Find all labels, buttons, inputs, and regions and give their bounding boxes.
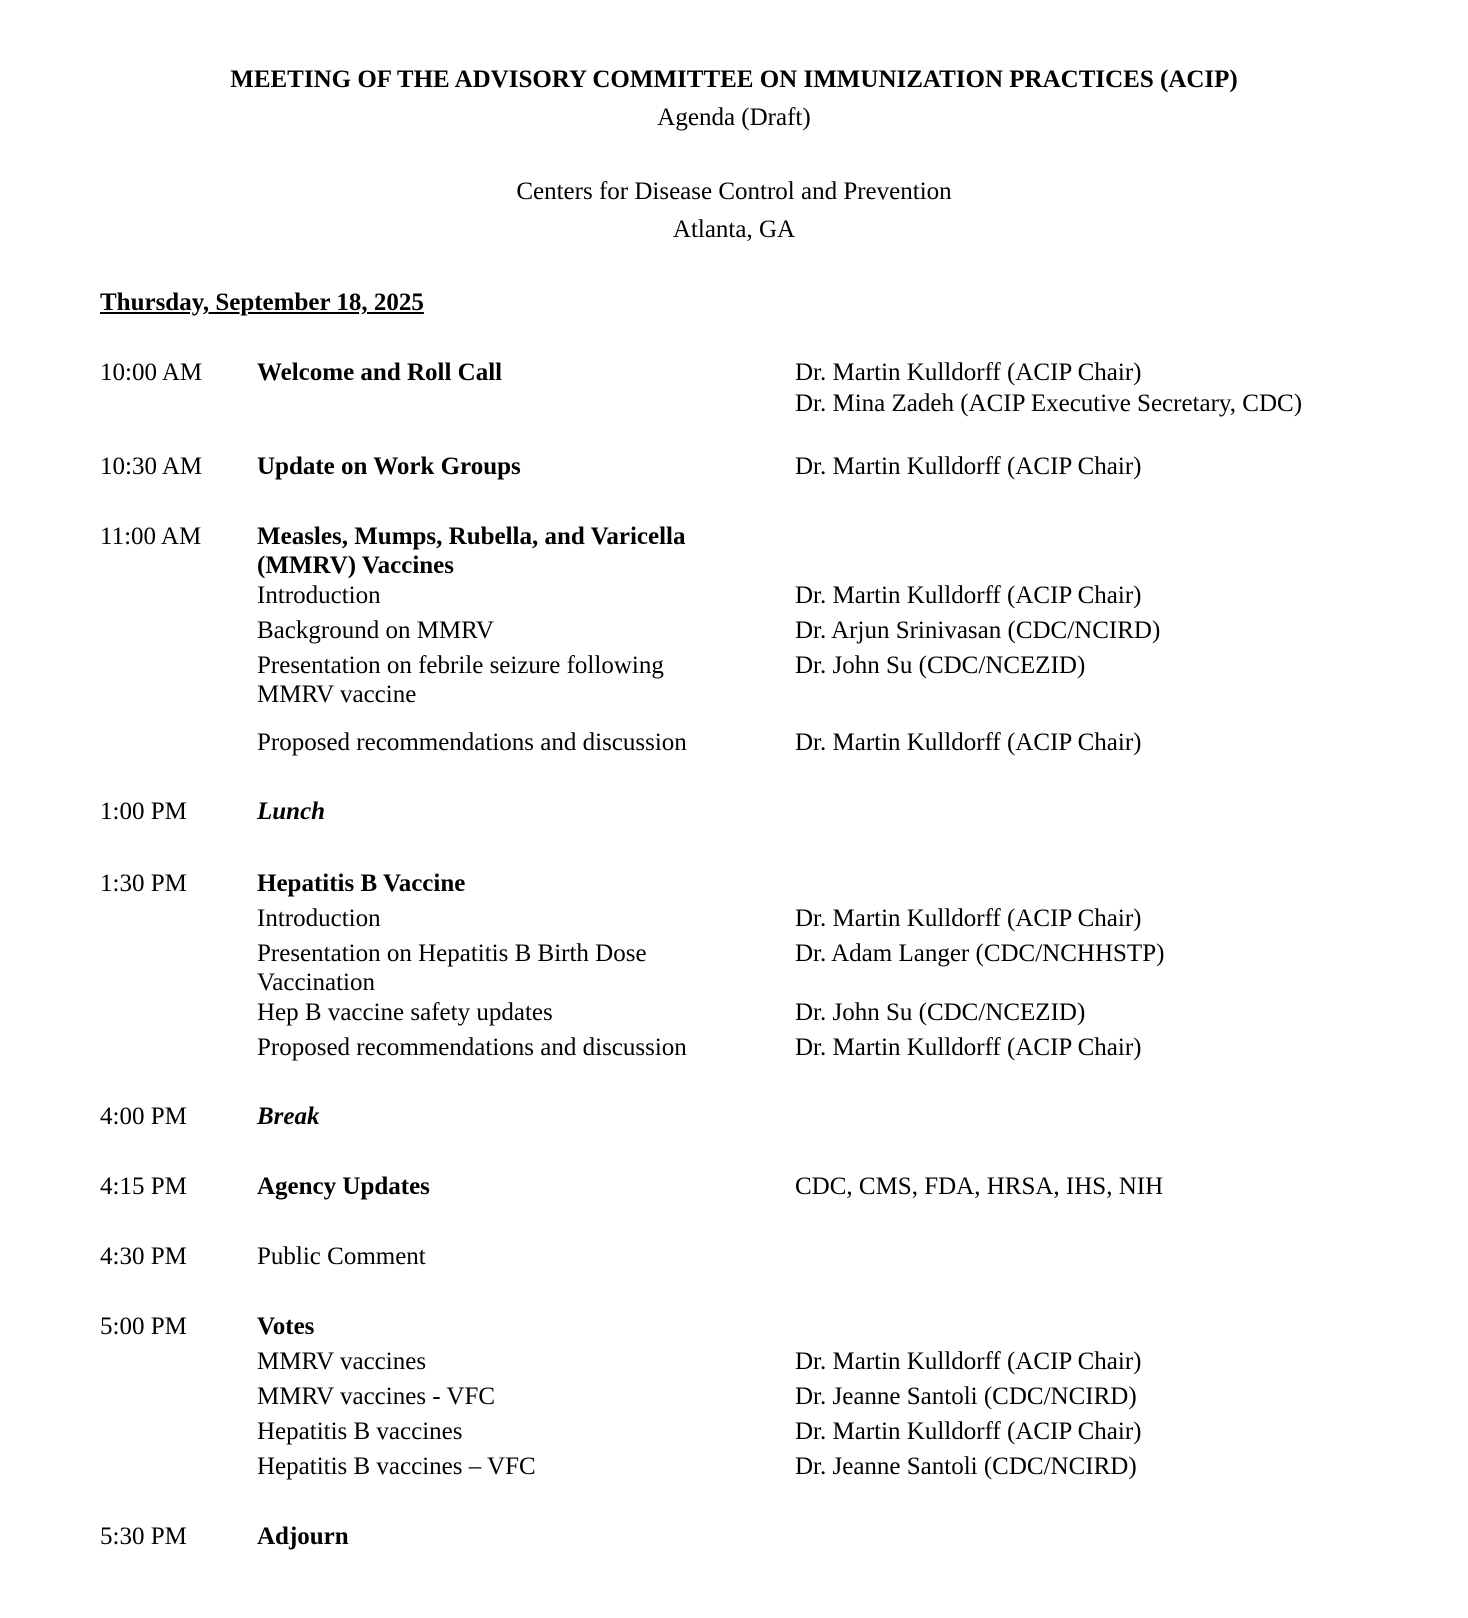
session-topic: Presentation on febrile seizure following	[257, 652, 664, 679]
session-speaker: Dr. Martin Kulldorff (ACIP Chair)	[795, 359, 1142, 386]
session-topic: Hepatitis B vaccines – VFC	[257, 1453, 536, 1480]
session-topic: Introduction	[257, 582, 381, 609]
session-topic: Introduction	[257, 905, 381, 932]
session-speaker: Dr. Martin Kulldorff (ACIP Chair)	[795, 729, 1142, 756]
session-topic: Proposed recommendations and discussion	[257, 1034, 687, 1061]
session-time: 4:00 PM	[100, 1103, 187, 1130]
session-time: 1:00 PM	[100, 798, 187, 825]
session-title: Votes	[257, 1313, 315, 1340]
session-time: 10:00 AM	[100, 359, 203, 386]
session-time: 4:15 PM	[100, 1173, 187, 1200]
session-topic: Background on MMRV	[257, 617, 494, 644]
session-speaker: Dr. John Su (CDC/NCEZID)	[795, 652, 1086, 679]
session-title: Measles, Mumps, Rubella, and Varicella	[257, 523, 686, 550]
session-time: 10:30 AM	[100, 453, 203, 480]
session-title: Public Comment	[257, 1243, 426, 1270]
session-speaker: Dr. Martin Kulldorff (ACIP Chair)	[795, 1418, 1142, 1445]
session-speaker: Dr. Martin Kulldorff (ACIP Chair)	[795, 453, 1142, 480]
session-topic: MMRV vaccines - VFC	[257, 1383, 496, 1410]
document-title: MEETING OF THE ADVISORY COMMITTEE ON IMMUNIZATION PRACTICES (ACIP)	[230, 66, 1238, 93]
session-speaker: Dr. Martin Kulldorff (ACIP Chair)	[795, 1348, 1142, 1375]
session-speaker: Dr. Arjun Srinivasan (CDC/NCIRD)	[795, 617, 1161, 644]
session-topic: Hepatitis B vaccines	[257, 1418, 463, 1445]
session-topic: Vaccination	[257, 969, 376, 996]
session-speaker: Dr. Jeanne Santoli (CDC/NCIRD)	[795, 1453, 1137, 1480]
session-title: Adjourn	[257, 1523, 349, 1550]
session-speaker: Dr. Martin Kulldorff (ACIP Chair)	[795, 1034, 1142, 1061]
session-title: Agency Updates	[257, 1173, 430, 1200]
session-speaker: Dr. Adam Langer (CDC/NCHHSTP)	[795, 940, 1165, 967]
session-title: Lunch	[257, 798, 326, 825]
session-title: (MMRV) Vaccines	[257, 552, 454, 579]
organization-name: Centers for Disease Control and Prevention	[516, 178, 952, 205]
session-topic: Hep B vaccine safety updates	[257, 999, 553, 1026]
session-topic: Presentation on Hepatitis B Birth Dose	[257, 940, 647, 967]
meeting-date: Thursday, September 18, 2025	[100, 289, 424, 316]
document-subtitle: Agenda (Draft)	[657, 104, 811, 131]
session-speaker: Dr. Jeanne Santoli (CDC/NCIRD)	[795, 1383, 1137, 1410]
session-title: Break	[257, 1103, 320, 1130]
session-time: 11:00 AM	[100, 523, 202, 550]
session-title: Update on Work Groups	[257, 453, 521, 480]
session-time: 5:30 PM	[100, 1523, 187, 1550]
session-speaker: CDC, CMS, FDA, HRSA, IHS, NIH	[795, 1173, 1164, 1200]
session-topic: MMRV vaccines	[257, 1348, 427, 1375]
session-speaker: Dr. Martin Kulldorff (ACIP Chair)	[795, 582, 1142, 609]
meeting-location: Atlanta, GA	[672, 216, 796, 243]
session-title: Welcome and Roll Call	[257, 359, 503, 386]
session-time: 4:30 PM	[100, 1243, 187, 1270]
session-speaker: Dr. Martin Kulldorff (ACIP Chair)	[795, 905, 1142, 932]
session-topic: MMRV vaccine	[257, 681, 417, 708]
session-speaker: Dr. Mina Zadeh (ACIP Executive Secretary, CDC)	[795, 390, 1303, 417]
session-title: Hepatitis B Vaccine	[257, 870, 466, 897]
session-topic: Proposed recommendations and discussion	[257, 729, 687, 756]
session-speaker: Dr. John Su (CDC/NCEZID)	[795, 999, 1086, 1026]
session-time: 1:30 PM	[100, 870, 187, 897]
session-time: 5:00 PM	[100, 1313, 187, 1340]
